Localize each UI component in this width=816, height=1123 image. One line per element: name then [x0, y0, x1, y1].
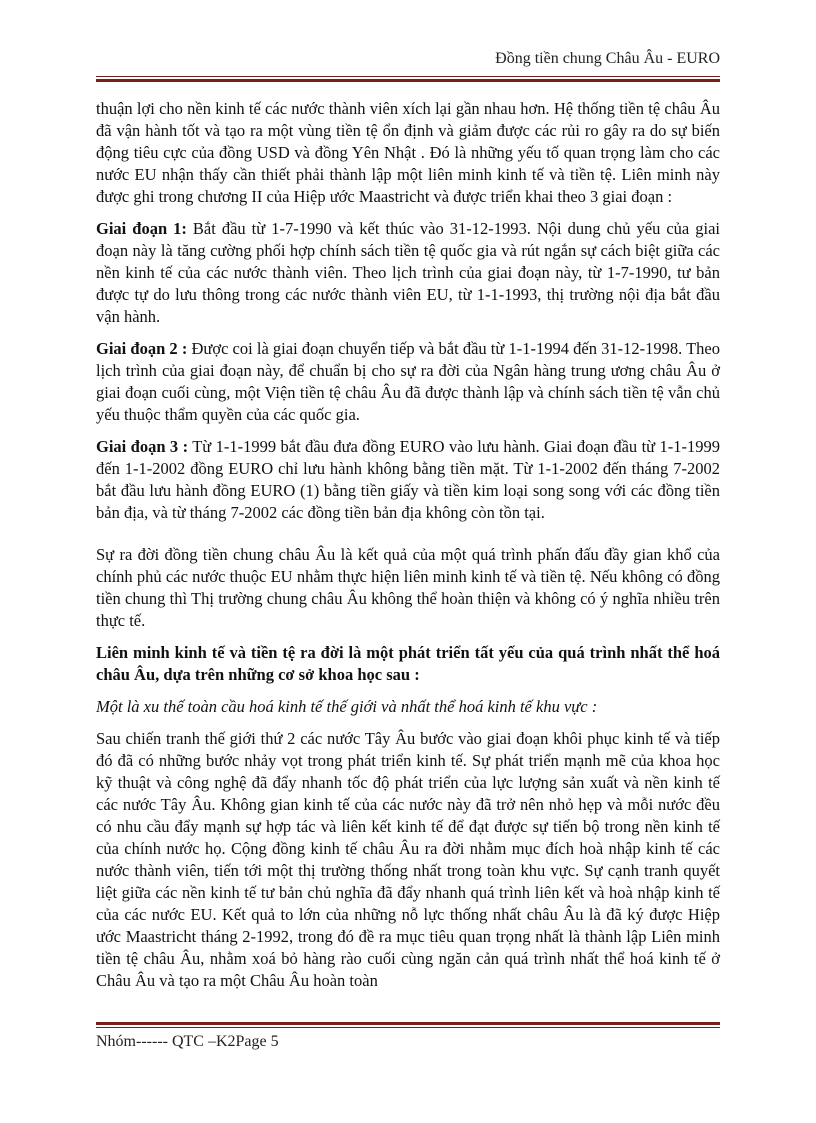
paragraph-intro: thuận lợi cho nền kinh tế các nước thành viên xích lại gần nhau hơn. Hệ thống tiền tệ châu Âu đã vận hành tốt và tạo ra một vùng tiền tệ ổn định và giảm được các rủi ro gây ra do sự biến động tiêu cực của đồng USD và đồng Yên Nhật . Đó là những yếu tố quan trọng làm cho các nước EU nhận thấy cần thiết phải thành lập một liên minh kinh tế và tiền tệ. Liên minh này được ghi trong chương II của Hiệp ước Maastricht và được triển khai theo 3 giai đoạn : [96, 99, 720, 206]
document-body [96, 98, 720, 1002]
page-footer: Nhóm------ QTC –K2Page 5 [96, 1033, 279, 1050]
paragraph-globalization: Sau chiến tranh thế giới thứ 2 các nước Tây Âu bước vào giai đoạn khôi phục kinh tế và tiếp đó đã có những bước nhảy vọt trong phát triển kinh tế. Sự phát triển mạnh mẽ của khoa học kỹ thuật và công nghệ đã đẩy nhanh tốc độ phát triển của lực lượng sản xuất và nền kinh tế các nước Tây Âu. Không gian kinh tế của các nước này đã trở nên nhỏ hẹp và mỗi nước đều có nhu cầu đẩy mạnh sự hợp tác và liên kết kinh tế để đạt được sự tiến bộ trong nền kinh tế của chính nước họ. Cộng đồng kinh tế châu Âu ra đời nhằm mục đích hoà nhập kinh tế các nước thành viên, tiến tới một thị trường thống nhất trong toàn khu vực. Sự cạnh tranh quyết liệt giữa các nền kinh tế tư bản chủ nghĩa đã đẩy nhanh quá trình liên kết và hoà nhập kinh tế của các nước EU. Kết quả to lớn của những nỗ lực thống nhất châu Âu là đã ký được Hiệp ước Maastricht tháng 2-1992, trong đó đề ra mục tiêu quan trọng nhất là thành lập Liên minh tiền tệ châu Âu, nhằm xoá bỏ hàng rào cuối cùng ngăn cản quá trình nhất thể hoá kinh tế ở Châu Âu và tạo ra một Châu Âu hoàn toàn [96, 729, 720, 990]
stage-1-text: Bắt đầu từ 1-7-1990 và kết thúc vào 31-12-1993. Nội dung chủ yếu của giai đoạn này là tăng cường phối hợp chính sách tiền tệ quốc gia và rút ngắn sự cách biệt giữa các nền kinh tế của các nước thành viên. Theo lịch trình của giai đoạn này, từ 1-7-1990, tư bản được tự do lưu thông trong các nước thành viên EU, từ 1-1-1993, thị trường nội địa bắt đầu vận hành. [96, 219, 720, 326]
footer-rule-thick [96, 1022, 720, 1025]
section-heading: Liên minh kinh tế và tiền tệ ra đời là một phát triển tất yếu của quá trình nhất thể hoá châu Âu, dựa trên những cơ sở khoa học sau : [96, 643, 720, 684]
page-header-title: Đồng tiền chung Châu Âu - EURO [495, 50, 720, 67]
stage-3-label: Giai đoạn 3 : [96, 437, 189, 456]
paragraph-summary: Sự ra đời đồng tiền chung châu Âu là kết quả của một quá trình phấn đấu đầy gian khổ của chính phủ các nước thuộc EU nhằm thực hiện liên minh kinh tế và tiền tệ. Nếu không có đồng tiền chung thì Thị trường chung châu Âu không thể hoàn thiện và không có ý nghĩa nhiều trên thực tế. [96, 545, 720, 630]
header-rule-thick [96, 79, 720, 82]
header-rule-thin [96, 76, 720, 77]
stage-1-label: Giai đoạn 1: [96, 219, 187, 238]
paragraph-stage-1 [96, 218, 720, 328]
subsection-heading: Một là xu thế toàn cầu hoá kinh tế thế giới và nhất thể hoá kinh tế khu vực : [96, 697, 598, 716]
stage-2-text: Được coi là giai đoạn chuyển tiếp và bắt đầu từ 1-1-1994 đến 31-12-1998. Theo lịch trình của giai đoạn này, để chuẩn bị cho sự ra đời của Ngân hàng trung ương châu Âu ở giai đoạn cuối cùng, một Viện tiền tệ châu Âu đã được thành lập và chính sách tiền tệ vẫn chủ yếu thuộc thẩm quyền của các quốc gia. [96, 339, 720, 424]
stage-2-label: Giai đoạn 2 : [96, 339, 188, 358]
paragraph-stage-2 [96, 338, 720, 426]
stage-3-text: Từ 1-1-1999 bắt đầu đưa đồng EURO vào lưu hành. Giai đoạn đầu từ 1-1-1999 đến 1-1-2002 đồng EURO chỉ lưu hành không bằng tiền mặt. Từ 1-1-2002 đến tháng 7-2002 bắt đầu lưu hành đồng EURO (1) bằng tiền giấy và tiền kim loại song song với các đồng tiền bản địa, và từ tháng 7-2002 các đồng tiền bản địa không còn tồn tại. [96, 437, 720, 522]
paragraph-stage-3 [96, 436, 720, 524]
footer-rule-thin [96, 1027, 720, 1028]
